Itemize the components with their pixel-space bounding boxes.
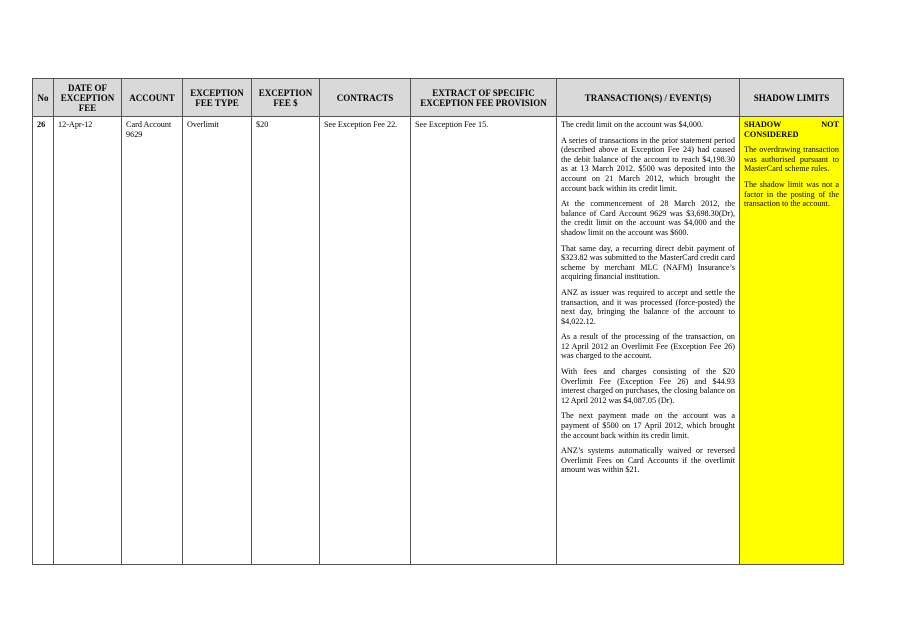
- transaction-paragraph: ANZ’s systems automatically waived or reversed Overlimit Fees on Card Accounts if the overlimit amount was within $21.: [561, 446, 735, 475]
- transaction-paragraph: A series of transactions in the prior statement period (described above at Exception Fee 24) had caused the debit balance of the account to reach $4,198.30 as at 13 March 2012. $500 was deposited into the account on 21 March 2012, which brought the account back within its credit limit.: [561, 135, 735, 193]
- transaction-paragraph: As a result of the processing of the transaction, on 12 April 2012 an Overlimit Fee (Exception Fee 26) was charged to the account.: [561, 332, 735, 361]
- header-shadow-limits: SHADOW LIMITS: [740, 79, 844, 117]
- transaction-paragraph: That same day, a recurring direct debit payment of $323.82 was submitted to the MasterCard credit card scheme by merchant MLC (NAFM) Insurance’s acquiring financial institution.: [561, 243, 735, 282]
- shadow-paragraph: The shadow limit was not a factor in the posting of the transaction to the account.: [744, 179, 839, 209]
- row-fee-amount: $20: [252, 117, 320, 565]
- row-shadow-limits: [740, 117, 844, 565]
- header-extract: EXTRACT OF SPECIFIC EXCEPTION FEE PROVISION: [411, 79, 557, 117]
- header-row: [33, 79, 844, 117]
- transaction-paragraph: The next payment made on the account was a payment of $500 on 17 April 2012, which brought the account back within its credit limit.: [561, 411, 735, 440]
- transaction-paragraph: At the commencement of 28 March 2012, the balance of Card Account 9629 was $3,698.30(Dr), the credit limit on the account was $4,000 and the shadow limit on the account was $600.: [561, 199, 735, 237]
- transaction-paragraph: ANZ as issuer was required to accept and settle the transaction, and it was processed (force-posted) the next day, bringing the balance of the account to $4,022.12.: [561, 287, 735, 326]
- row-extract: See Exception Fee 15.: [411, 117, 557, 565]
- exception-fee-table: [32, 78, 844, 565]
- row-number: 26: [33, 117, 54, 565]
- row-contracts: See Exception Fee 22.: [320, 117, 411, 565]
- shadow-heading: SHADOW NOT CONSIDERED: [744, 120, 839, 139]
- transaction-paragraph: With fees and charges consisting of the $20 Overlimit Fee (Exception Fee 26) and $44.93 interest charged on purchases, the closing balance on 12 April 2012 was $4,087.05 (Dr).: [561, 367, 735, 405]
- row-account: Card Account 9629: [122, 117, 183, 565]
- row-transactions: [557, 117, 740, 565]
- header-fee-type: EXCEPTION FEE TYPE: [183, 79, 252, 117]
- header-contracts: CONTRACTS: [320, 79, 411, 117]
- row-fee-type: Overlimit: [183, 117, 252, 565]
- table-row: [33, 117, 844, 565]
- row-date: 12-Apr-12: [54, 117, 122, 565]
- header-date: DATE OF EXCEPTION FEE: [54, 79, 122, 117]
- header-transactions: TRANSACTION(S) / EVENT(S): [557, 79, 740, 117]
- header-fee-amount: EXCEPTION FEE $: [252, 79, 320, 117]
- header-no: No: [33, 79, 54, 117]
- transaction-paragraph: The credit limit on the account was $4,000.: [561, 120, 704, 129]
- shadow-paragraph: The overdrawing transaction was authorised pursuant to MasterCard scheme rules.: [744, 145, 839, 174]
- header-account: ACCOUNT: [122, 79, 183, 117]
